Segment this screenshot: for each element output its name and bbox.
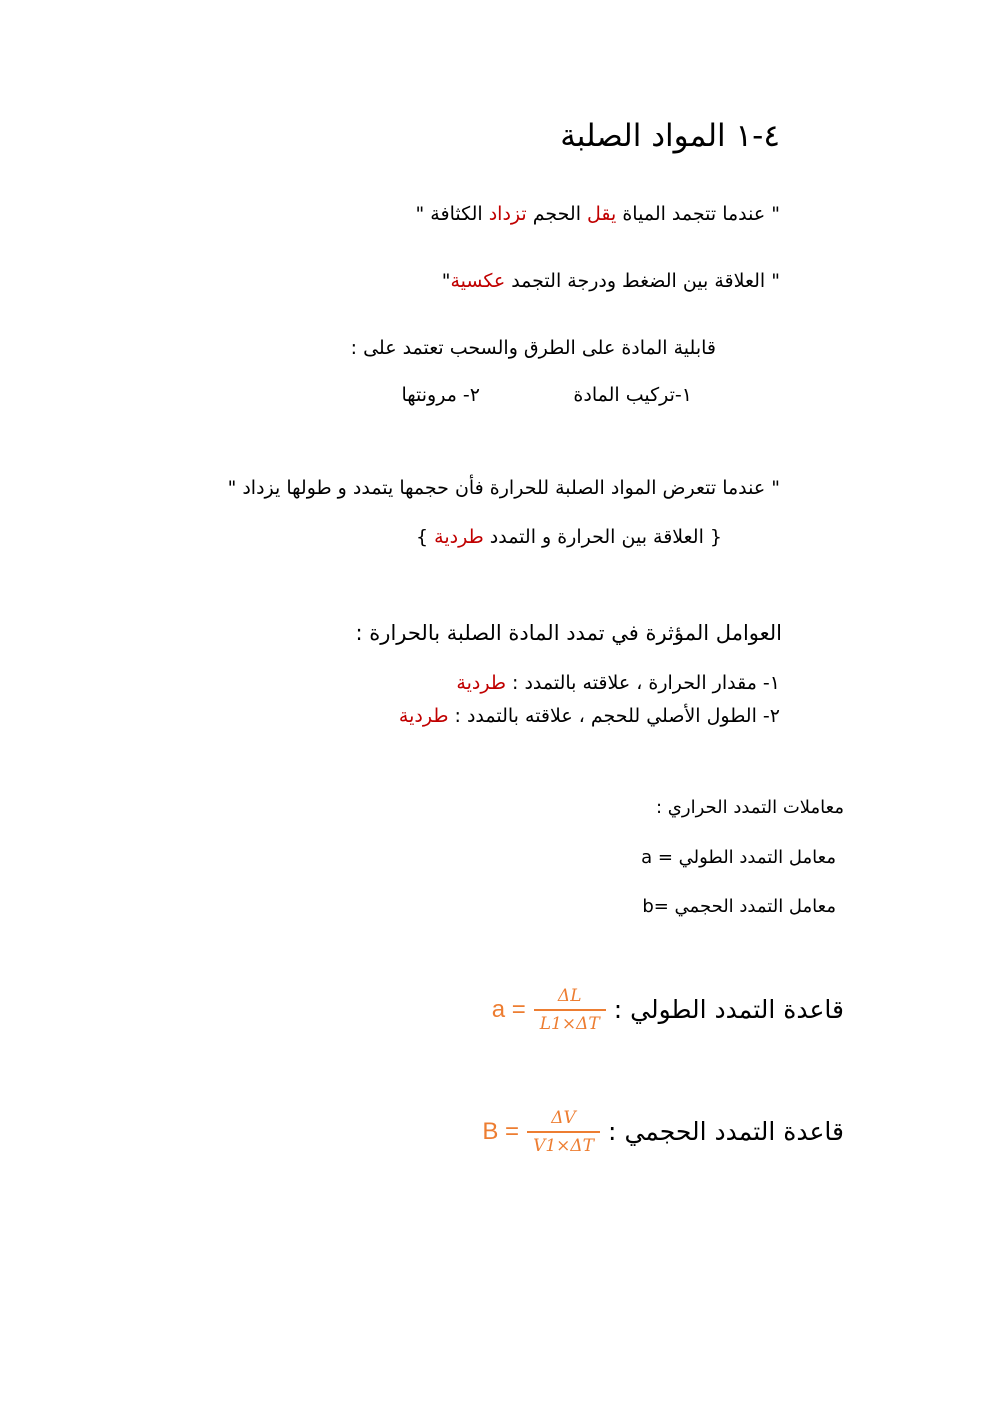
volume-expansion-formula [482, 1108, 844, 1156]
highlight-word: طردية [398, 705, 449, 727]
linear-coefficient: a = معامل التمدد الطولي [641, 847, 836, 868]
highlight-word: يقل [587, 203, 617, 225]
factor-item-1 [456, 672, 780, 695]
highlight-word: طردية [456, 672, 506, 694]
fact-text: " عندما تتجمد المياة [616, 203, 780, 225]
fraction [534, 986, 606, 1034]
factor-text: ١- مقدار الحرارة ، علاقته بالتمدد : [505, 672, 780, 694]
fraction-numerator: ΔL [557, 986, 582, 1006]
coefficients-heading: معاملات التمدد الحراري : [656, 797, 844, 818]
formula-colon: : [608, 1117, 617, 1147]
formula-expression [482, 1108, 600, 1156]
fact-text: الحجم [526, 203, 588, 225]
linear-expansion-formula [492, 986, 844, 1034]
malleability-intro: قابلية المادة على الطرق والسحب تعتمد على : [350, 337, 716, 359]
section-title: ٤-١ المواد الصلبة [560, 118, 780, 154]
fraction-numerator: ΔV [551, 1108, 576, 1128]
fraction-denominator: V1×ΔT [533, 1135, 595, 1156]
formula-label: قاعدة التمدد الحجمي [624, 1117, 844, 1147]
malleability-item-1: ١-تركيب المادة [573, 384, 692, 406]
formula-expression [492, 986, 606, 1034]
relation-text: { العلاقة بين الحرارة و التمدد [483, 526, 722, 548]
water-freezing-fact [416, 203, 780, 226]
highlight-word: عكسية [450, 270, 506, 292]
factors-heading: العوامل المؤثرة في تمدد المادة الصلبة بالحرارة : [355, 621, 782, 645]
pressure-relation-fact [442, 270, 780, 293]
fact-text: " العلاقة بين الضغط ودرجة التجمد [505, 270, 780, 292]
heat-relation [416, 526, 722, 549]
malleability-item-2: ٢- مرونتها [401, 384, 480, 406]
fraction [527, 1108, 600, 1156]
heat-expansion-fact: " عندما تتعرض المواد الصلبة للحرارة فأن حجمها يتمدد و طولها يزداد " [227, 477, 780, 499]
formula-lhs: a = [491, 995, 526, 1023]
volume-coefficient: b= معامل التمدد الحجمي [642, 896, 836, 917]
factor-text: ٢- الطول الأصلي للحجم ، علاقته بالتمدد : [448, 705, 780, 727]
formula-label: قاعدة التمدد الطولي [630, 995, 844, 1025]
highlight-word: تزداد [488, 203, 527, 225]
highlight-word: طردية [434, 526, 484, 548]
relation-text: } [416, 526, 435, 548]
fraction-denominator: L1×ΔT [539, 1013, 600, 1034]
factor-item-2 [399, 705, 780, 728]
fact-text: الكثافة " [415, 203, 489, 225]
formula-lhs: B = [482, 1117, 520, 1145]
fact-text: " [441, 270, 451, 292]
formula-colon: : [613, 995, 623, 1025]
